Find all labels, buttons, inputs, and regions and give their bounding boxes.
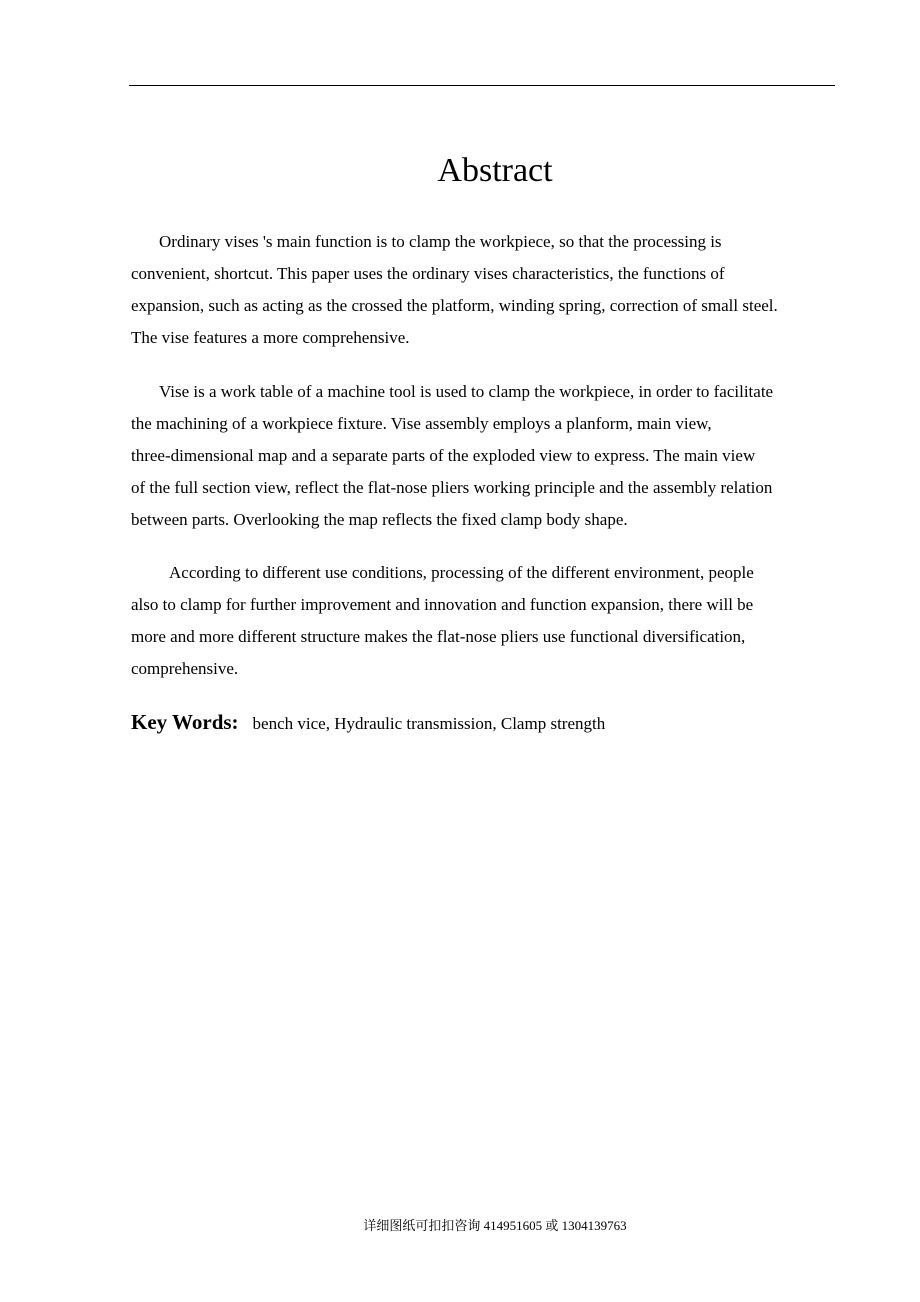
paragraph-line: between parts. Overlooking the map reflects the fixed clamp body shape. [131, 510, 628, 529]
abstract-paragraph-3 [131, 557, 851, 685]
paragraph-line: Vise is a work table of a machine tool is used to clamp the workpiece, in order to facilitate [159, 382, 774, 401]
paragraph-line: of the full section view, reflect the flat-nose pliers working principle and the assembly relation [131, 478, 773, 497]
abstract-paragraph-2 [131, 376, 851, 536]
paragraph-line: the machining of a workpiece fixture. Vise assembly employs a planform, main view, [131, 414, 712, 433]
keywords-label: Key Words: [131, 710, 239, 734]
keywords-values: bench vice, Hydraulic transmission, Clamp strength [252, 714, 606, 733]
paragraph-line: comprehensive. [131, 659, 239, 678]
paragraph-line: According to different use conditions, processing of the different environment, people [169, 563, 754, 582]
page-title: Abstract [437, 152, 553, 189]
paragraph-line: convenient, shortcut. This paper uses the ordinary vises characteristics, the functions of [131, 264, 725, 283]
page-footer: 详细图纸可扣扣咨询 414951605 或 1304139763 [363, 1218, 627, 1233]
paragraph-line: expansion, such as acting as the crossed the platform, winding spring, correction of small steel. [131, 296, 778, 315]
paragraph-line: Ordinary vises 's main function is to clamp the workpiece, so that the processing is [159, 232, 722, 251]
paragraph-line: three-dimensional map and a separate parts of the exploded view to express. The main view [131, 446, 756, 465]
keywords-line [131, 710, 605, 735]
paragraph-line: The vise features a more comprehensive. [131, 328, 410, 347]
header-rule [129, 85, 835, 86]
paragraph-line: more and more different structure makes the flat-nose pliers use functional diversification, [131, 627, 746, 646]
paragraph-line: also to clamp for further improvement and innovation and function expansion, there will be [131, 595, 754, 614]
abstract-paragraph-1 [131, 226, 851, 354]
